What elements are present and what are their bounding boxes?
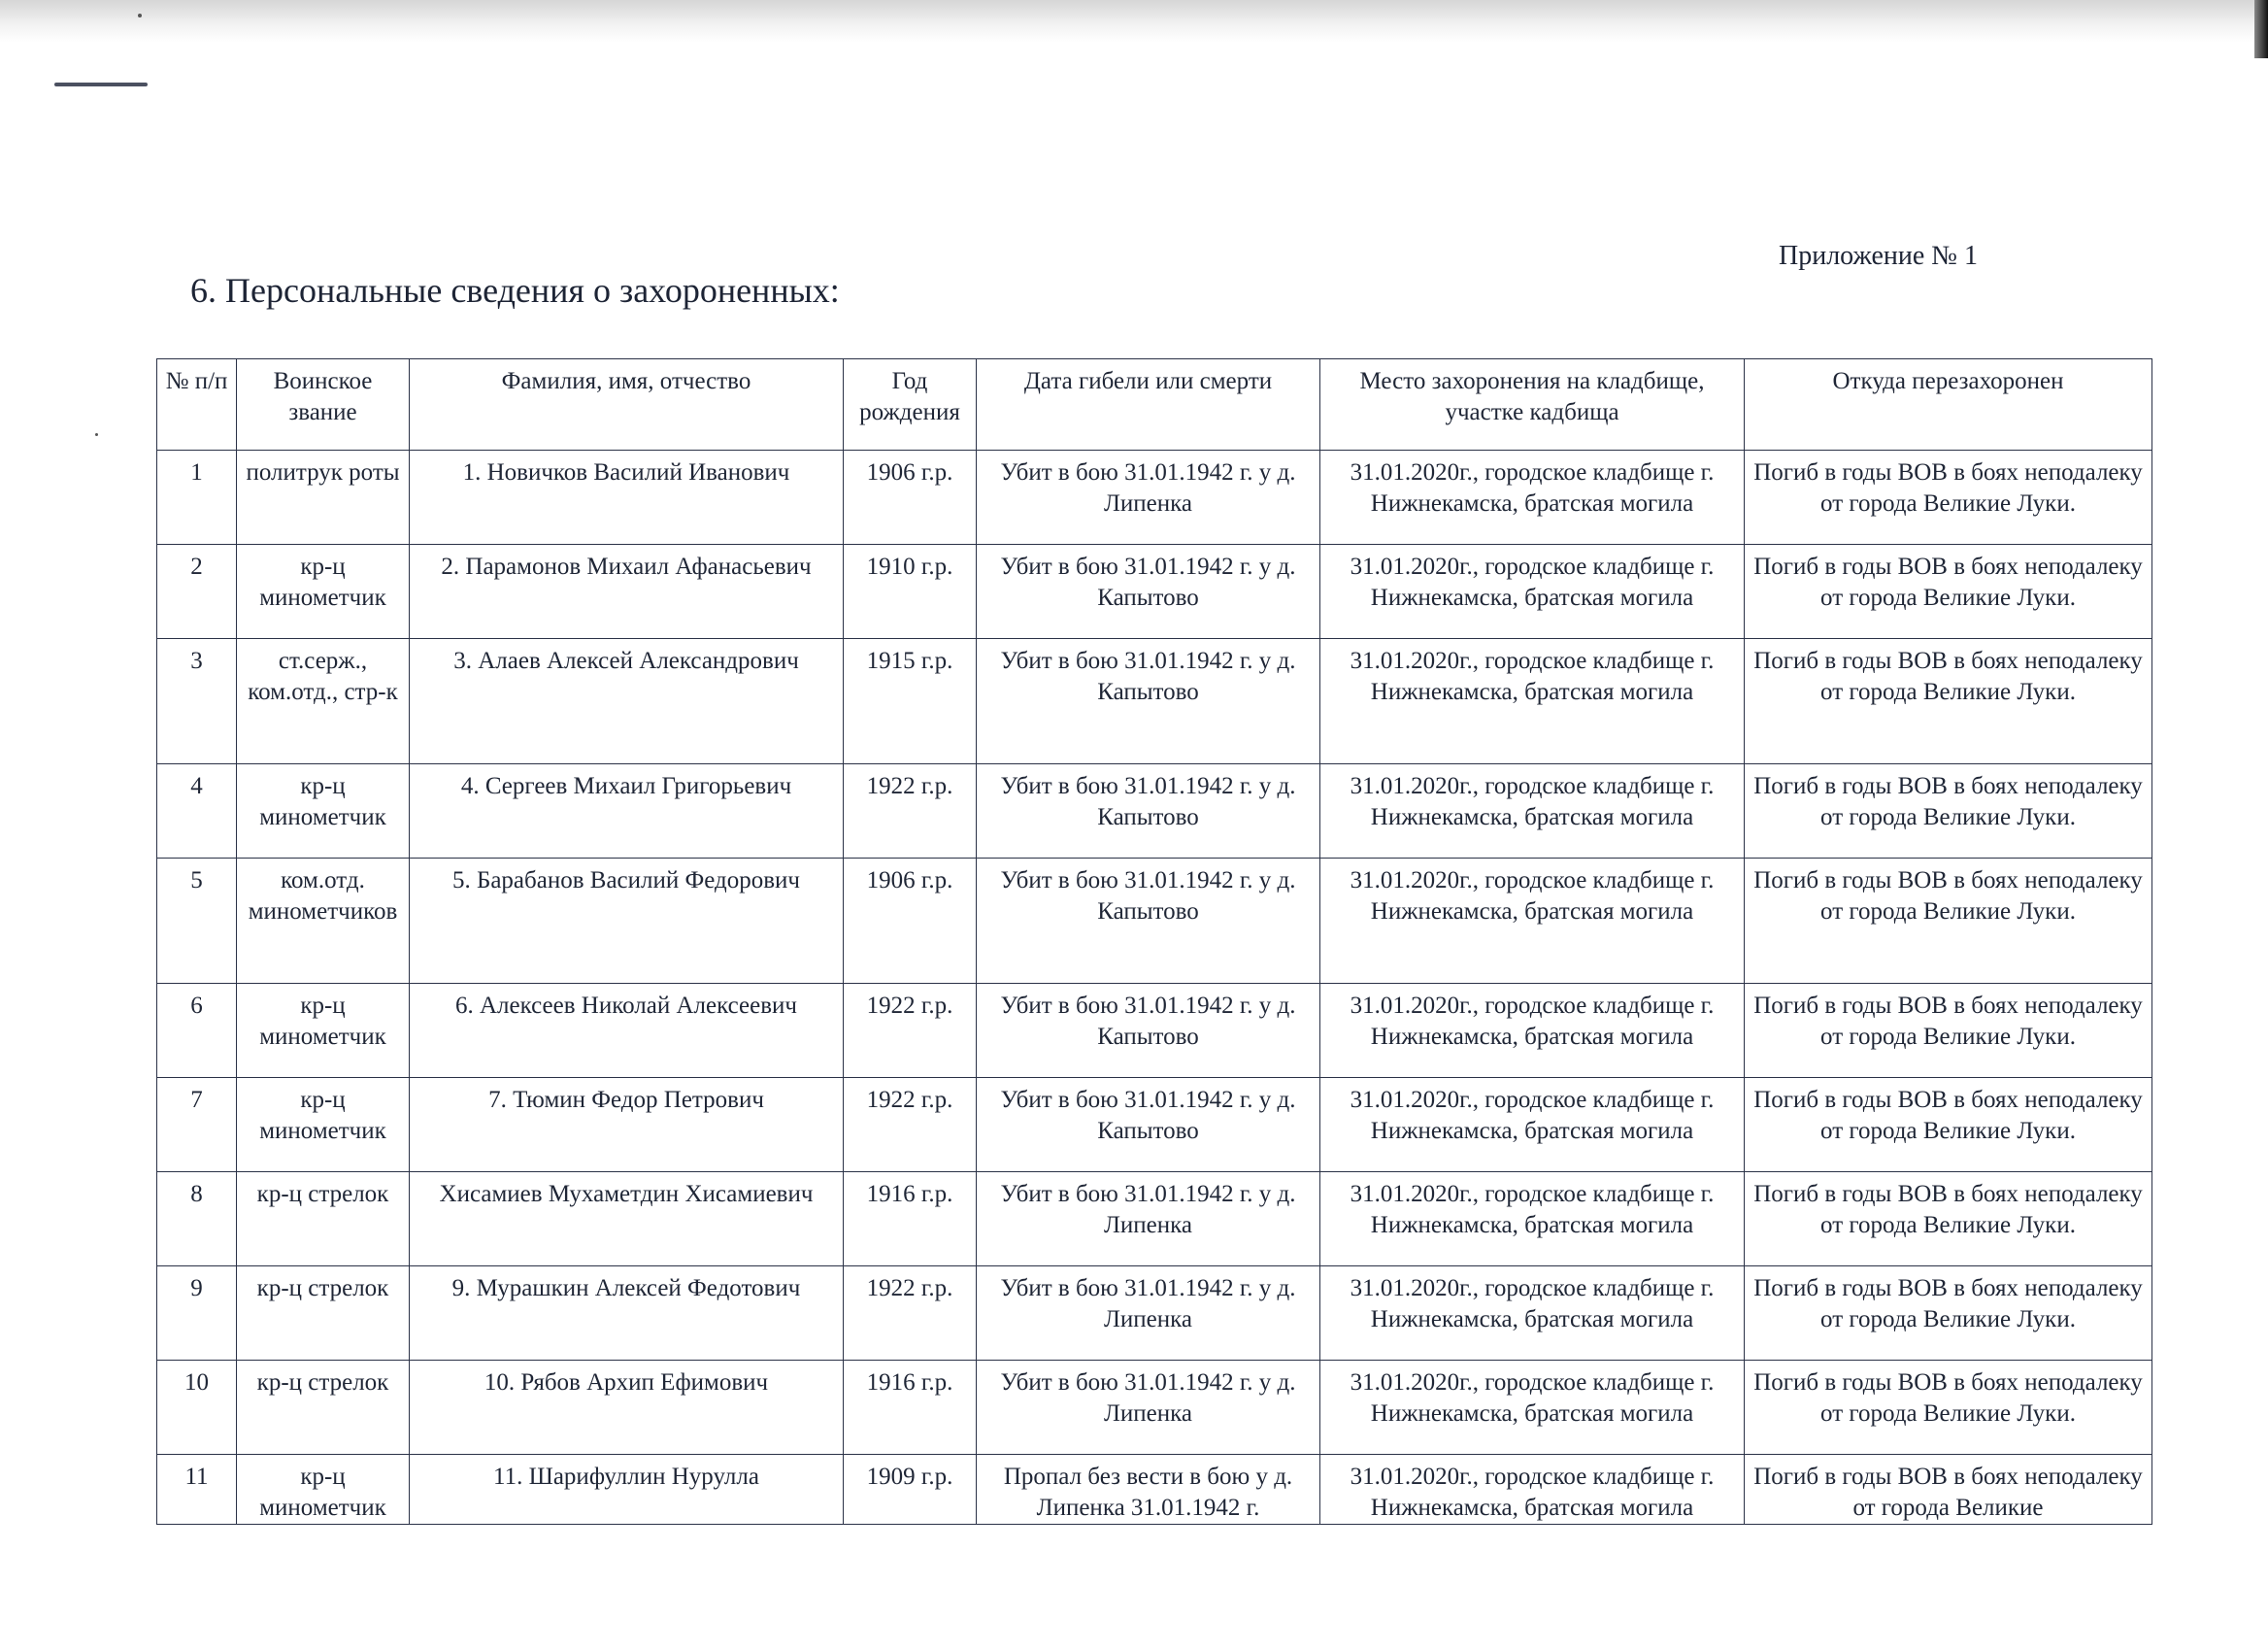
cell-full-name: 9. Мурашкин Алексей Федотович xyxy=(410,1266,844,1361)
cell-number: 3 xyxy=(157,639,237,764)
table-row xyxy=(157,545,2152,639)
cell-death-date: Убит в бою 31.01.1942 г. у д. Капытово xyxy=(977,984,1320,1078)
table-row xyxy=(157,984,2152,1078)
scan-edge-top xyxy=(0,0,2268,43)
table-header-row xyxy=(157,359,2152,451)
appendix-label: Приложение № 1 xyxy=(1779,241,1978,271)
cell-full-name: 10. Рябов Архип Ефимович xyxy=(410,1361,844,1455)
cell-birth-year: 1922 г.р. xyxy=(844,1078,977,1172)
cell-number: 4 xyxy=(157,764,237,859)
cell-number: 1 xyxy=(157,451,237,545)
header-reburied-from: Откуда перезахоронен xyxy=(1745,359,2152,451)
table-row xyxy=(157,1078,2152,1172)
cell-reburied-from: Погиб в годы ВОВ в боях неподалеку от города Великие xyxy=(1745,1455,2152,1525)
cell-death-date: Пропал без вести в бою у д. Липенка 31.01.1942 г. xyxy=(977,1455,1320,1525)
scan-edge-right xyxy=(2254,0,2268,58)
scan-speck xyxy=(138,14,142,17)
cell-reburied-from: Погиб в годы ВОВ в боях неподалеку от города Великие Луки. xyxy=(1745,764,2152,859)
burials-table xyxy=(156,358,2152,1525)
cell-burial-place: 31.01.2020г., городское кладбище г. Нижнекамска, братская могила xyxy=(1320,1361,1745,1455)
cell-birth-year: 1922 г.р. xyxy=(844,764,977,859)
cell-number: 11 xyxy=(157,1455,237,1525)
cell-death-date: Убит в бою 31.01.1942 г. у д. Липенка xyxy=(977,1361,1320,1455)
cell-number: 7 xyxy=(157,1078,237,1172)
cell-burial-place: 31.01.2020г., городское кладбище г. Нижнекамска, братская могила xyxy=(1320,1078,1745,1172)
cell-birth-year: 1922 г.р. xyxy=(844,984,977,1078)
cell-birth-year: 1906 г.р. xyxy=(844,859,977,984)
cell-death-date: Убит в бою 31.01.1942 г. у д. Липенка xyxy=(977,451,1320,545)
cell-rank: ст.серж., ком.отд., стр-к xyxy=(237,639,410,764)
header-death-date: Дата гибели или смерти xyxy=(977,359,1320,451)
table-row xyxy=(157,1266,2152,1361)
header-number: № п/п xyxy=(157,359,237,451)
cell-death-date: Убит в бою 31.01.1942 г. у д. Капытово xyxy=(977,1078,1320,1172)
cell-rank: кр-ц минометчик xyxy=(237,1078,410,1172)
cell-full-name: 3. Алаев Алексей Александрович xyxy=(410,639,844,764)
cell-number: 6 xyxy=(157,984,237,1078)
scan-speck xyxy=(95,433,98,436)
cell-rank: кр-ц минометчик xyxy=(237,764,410,859)
cell-burial-place: 31.01.2020г., городское кладбище г. Нижнекамска, братская могила xyxy=(1320,639,1745,764)
table-row xyxy=(157,1455,2152,1525)
cell-burial-place: 31.01.2020г., городское кладбище г. Нижнекамска, братская могила xyxy=(1320,1455,1745,1525)
table-row xyxy=(157,859,2152,984)
cell-death-date: Убит в бою 31.01.1942 г. у д. Капытово xyxy=(977,859,1320,984)
header-rank: Воинское звание xyxy=(237,359,410,451)
cell-reburied-from: Погиб в годы ВОВ в боях неподалеку от города Великие Луки. xyxy=(1745,1078,2152,1172)
cell-full-name: Хисамиев Мухаметдин Хисамиевич xyxy=(410,1172,844,1266)
cell-full-name: 11. Шарифуллин Нурулла xyxy=(410,1455,844,1525)
cell-number: 10 xyxy=(157,1361,237,1455)
cell-birth-year: 1906 г.р. xyxy=(844,451,977,545)
cell-burial-place: 31.01.2020г., городское кладбище г. Нижнекамска, братская могила xyxy=(1320,451,1745,545)
cell-birth-year: 1910 г.р. xyxy=(844,545,977,639)
cell-rank: политрук роты xyxy=(237,451,410,545)
cell-number: 2 xyxy=(157,545,237,639)
cell-reburied-from: Погиб в годы ВОВ в боях неподалеку от города Великие Луки. xyxy=(1745,639,2152,764)
cell-rank: кр-ц минометчик xyxy=(237,545,410,639)
cell-birth-year: 1909 г.р. xyxy=(844,1455,977,1525)
cell-burial-place: 31.01.2020г., городское кладбище г. Нижнекамска, братская могила xyxy=(1320,545,1745,639)
scan-mark xyxy=(54,83,148,86)
header-full-name: Фамилия, имя, отчество xyxy=(410,359,844,451)
cell-death-date: Убит в бою 31.01.1942 г. у д. Липенка xyxy=(977,1172,1320,1266)
cell-reburied-from: Погиб в годы ВОВ в боях неподалеку от города Великие Луки. xyxy=(1745,1266,2152,1361)
cell-full-name: 5. Барабанов Василий Федорович xyxy=(410,859,844,984)
table-row xyxy=(157,1361,2152,1455)
cell-rank: кр-ц стрелок xyxy=(237,1172,410,1266)
cell-full-name: 1. Новичков Василий Иванович xyxy=(410,451,844,545)
cell-number: 8 xyxy=(157,1172,237,1266)
cell-reburied-from: Погиб в годы ВОВ в боях неподалеку от города Великие Луки. xyxy=(1745,1361,2152,1455)
cell-full-name: 7. Тюмин Федор Петрович xyxy=(410,1078,844,1172)
table-row xyxy=(157,1172,2152,1266)
cell-burial-place: 31.01.2020г., городское кладбище г. Нижнекамска, братская могила xyxy=(1320,1172,1745,1266)
table-row xyxy=(157,451,2152,545)
header-burial-place: Место захоронения на кладбище, участке кадбища xyxy=(1320,359,1745,451)
cell-reburied-from: Погиб в годы ВОВ в боях неподалеку от города Великие Луки. xyxy=(1745,859,2152,984)
cell-burial-place: 31.01.2020г., городское кладбище г. Нижнекамска, братская могила xyxy=(1320,1266,1745,1361)
cell-rank: кр-ц стрелок xyxy=(237,1361,410,1455)
section-heading: 6. Персональные сведения о захороненных: xyxy=(190,271,840,310)
cell-number: 5 xyxy=(157,859,237,984)
cell-reburied-from: Погиб в годы ВОВ в боях неподалеку от города Великие Луки. xyxy=(1745,545,2152,639)
cell-reburied-from: Погиб в годы ВОВ в боях неподалеку от города Великие Луки. xyxy=(1745,451,2152,545)
table-row xyxy=(157,639,2152,764)
cell-number: 9 xyxy=(157,1266,237,1361)
cell-full-name: 4. Сергеев Михаил Григорьевич xyxy=(410,764,844,859)
table-row xyxy=(157,764,2152,859)
cell-death-date: Убит в бою 31.01.1942 г. у д. Капытово xyxy=(977,764,1320,859)
cell-full-name: 6. Алексеев Николай Алексеевич xyxy=(410,984,844,1078)
cell-burial-place: 31.01.2020г., городское кладбище г. Нижнекамска, братская могила xyxy=(1320,984,1745,1078)
cell-death-date: Убит в бою 31.01.1942 г. у д. Капытово xyxy=(977,545,1320,639)
cell-rank: ком.отд. минометчиков xyxy=(237,859,410,984)
cell-reburied-from: Погиб в годы ВОВ в боях неподалеку от города Великие Луки. xyxy=(1745,984,2152,1078)
cell-rank: кр-ц минометчик xyxy=(237,1455,410,1525)
cell-birth-year: 1916 г.р. xyxy=(844,1361,977,1455)
cell-birth-year: 1922 г.р. xyxy=(844,1266,977,1361)
cell-rank: кр-ц стрелок xyxy=(237,1266,410,1361)
cell-burial-place: 31.01.2020г., городское кладбище г. Нижнекамска, братская могила xyxy=(1320,859,1745,984)
cell-birth-year: 1915 г.р. xyxy=(844,639,977,764)
header-birth-year: Год рождения xyxy=(844,359,977,451)
cell-birth-year: 1916 г.р. xyxy=(844,1172,977,1266)
cell-death-date: Убит в бою 31.01.1942 г. у д. Липенка xyxy=(977,1266,1320,1361)
cell-death-date: Убит в бою 31.01.1942 г. у д. Капытово xyxy=(977,639,1320,764)
cell-reburied-from: Погиб в годы ВОВ в боях неподалеку от города Великие Луки. xyxy=(1745,1172,2152,1266)
cell-full-name: 2. Парамонов Михаил Афанасьевич xyxy=(410,545,844,639)
cell-rank: кр-ц минометчик xyxy=(237,984,410,1078)
cell-burial-place: 31.01.2020г., городское кладбище г. Нижнекамска, братская могила xyxy=(1320,764,1745,859)
